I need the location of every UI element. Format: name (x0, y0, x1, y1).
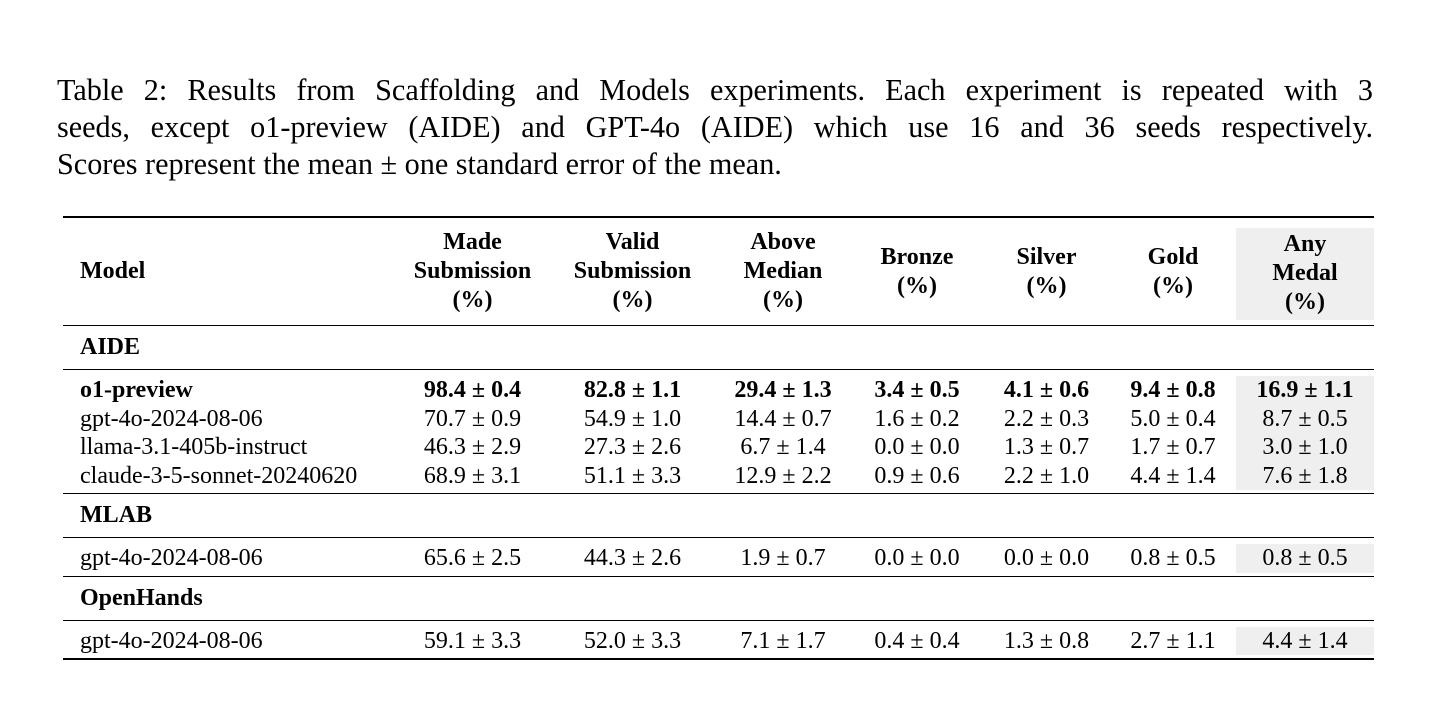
any-medal-cell (1236, 405, 1374, 434)
any-medal-value: 3.0 ± 1.0 (1236, 433, 1374, 462)
made-submission-cell: 98.4 ± 0.4 (423, 377, 522, 403)
caption-line-3: Scores represent the mean ± one standard error of the mean. (57, 147, 782, 181)
bronze-cell: 0.0 ± 0.0 (874, 434, 960, 460)
header-valid-submission: Valid Submission (%) (573, 229, 692, 313)
bronze-cell: 0.4 ± 0.4 (851, 620, 983, 659)
header-silver: Silver (%) (1016, 243, 1077, 299)
group-row (63, 326, 1374, 370)
above-median-cell: 29.4 ± 1.3 (734, 377, 832, 403)
results-table-container (63, 216, 1374, 660)
model-name-cell: gpt-4o-2024-08-06 (63, 620, 395, 659)
model-name-cell: claude-3-5-sonnet-20240620 (63, 462, 395, 494)
group-label: AIDE (63, 326, 1374, 370)
any-medal-value: 16.9 ± 1.1 (1236, 376, 1374, 405)
any-medal-cell (1236, 620, 1374, 659)
any-medal-value: 0.8 ± 0.5 (1236, 544, 1374, 573)
group-label: OpenHands (63, 576, 1374, 620)
above-median-cell: 7.1 ± 1.7 (715, 620, 851, 659)
gold-cell: 5.0 ± 0.4 (1130, 405, 1216, 432)
table-row (63, 433, 1374, 462)
bronze-cell: 1.6 ± 0.2 (874, 405, 960, 432)
header-any-medal: Any Medal (%) (1236, 217, 1374, 326)
any-medal-cell (1236, 538, 1374, 577)
model-name-cell: o1-preview (80, 377, 193, 403)
table-row (63, 405, 1374, 434)
any-medal-cell (1236, 433, 1374, 462)
table-row (63, 462, 1374, 494)
silver-cell: 2.2 ± 1.0 (983, 462, 1110, 494)
silver-cell: 0.0 ± 0.0 (983, 538, 1110, 577)
above-median-cell: 6.7 ± 1.4 (740, 434, 826, 460)
table-caption (57, 72, 1373, 183)
results-table (63, 216, 1374, 660)
bronze-cell: 3.4 ± 0.5 (874, 377, 960, 403)
above-median-cell: 1.9 ± 0.7 (715, 538, 851, 577)
valid-submission-cell: 52.0 ± 3.3 (550, 620, 715, 659)
gold-cell: 1.7 ± 0.7 (1130, 434, 1216, 460)
made-submission-cell: 65.6 ± 2.5 (395, 538, 550, 577)
caption-line-1: Table 2: Results from Scaffolding and Models experiments. Each experiment is repeated with 3 (57, 73, 1373, 107)
model-name-cell: gpt-4o-2024-08-06 (80, 405, 263, 432)
table-row (63, 370, 1374, 405)
any-medal-value: 8.7 ± 0.5 (1236, 405, 1374, 434)
header-gold: Gold (%) (1147, 243, 1199, 299)
bronze-cell: 0.0 ± 0.0 (851, 538, 983, 577)
silver-cell: 1.3 ± 0.8 (983, 620, 1110, 659)
table-row (63, 620, 1374, 659)
made-submission-cell: 46.3 ± 2.9 (423, 434, 522, 460)
any-medal-value: 7.6 ± 1.8 (1236, 462, 1374, 491)
header-made-submission: Made Submission (%) (413, 229, 532, 313)
above-median-cell: 12.9 ± 2.2 (715, 462, 851, 494)
made-submission-cell: 59.1 ± 3.3 (395, 620, 550, 659)
silver-cell: 4.1 ± 0.6 (1003, 377, 1090, 403)
bronze-cell: 0.9 ± 0.6 (851, 462, 983, 494)
gold-cell: 4.4 ± 1.4 (1110, 462, 1236, 494)
any-medal-cell (1236, 370, 1374, 405)
gold-cell: 9.4 ± 0.8 (1130, 377, 1216, 403)
gold-cell: 2.7 ± 1.1 (1110, 620, 1236, 659)
made-submission-cell: 68.9 ± 3.1 (395, 462, 550, 494)
header-above-median: Above Median (%) (743, 229, 823, 313)
header-model: Model (80, 258, 146, 284)
above-median-cell: 14.4 ± 0.7 (734, 405, 832, 432)
silver-cell: 1.3 ± 0.7 (1003, 434, 1090, 460)
any-medal-cell (1236, 462, 1374, 494)
valid-submission-cell: 27.3 ± 2.6 (583, 434, 682, 460)
table-body (63, 326, 1374, 660)
valid-submission-cell: 82.8 ± 1.1 (583, 377, 682, 403)
model-name-cell: llama-3.1-405b-instruct (80, 434, 308, 460)
group-label: MLAB (63, 494, 1374, 538)
header-bronze: Bronze (%) (880, 243, 954, 299)
table-header-row (63, 217, 1374, 326)
silver-cell: 2.2 ± 0.3 (1003, 405, 1090, 432)
valid-submission-cell: 54.9 ± 1.0 (583, 405, 682, 432)
model-name-cell: gpt-4o-2024-08-06 (63, 538, 395, 577)
valid-submission-cell: 51.1 ± 3.3 (550, 462, 715, 494)
caption-line-2: seeds, except o1-preview (AIDE) and GPT-4o (AIDE) which use 16 and 36 seeds respectively. (57, 110, 1373, 144)
valid-submission-cell: 44.3 ± 2.6 (550, 538, 715, 577)
table-row (63, 538, 1374, 577)
group-row (63, 494, 1374, 538)
any-medal-value: 4.4 ± 1.4 (1236, 627, 1374, 656)
made-submission-cell: 70.7 ± 0.9 (423, 405, 522, 432)
gold-cell: 0.8 ± 0.5 (1110, 538, 1236, 577)
group-row (63, 576, 1374, 620)
